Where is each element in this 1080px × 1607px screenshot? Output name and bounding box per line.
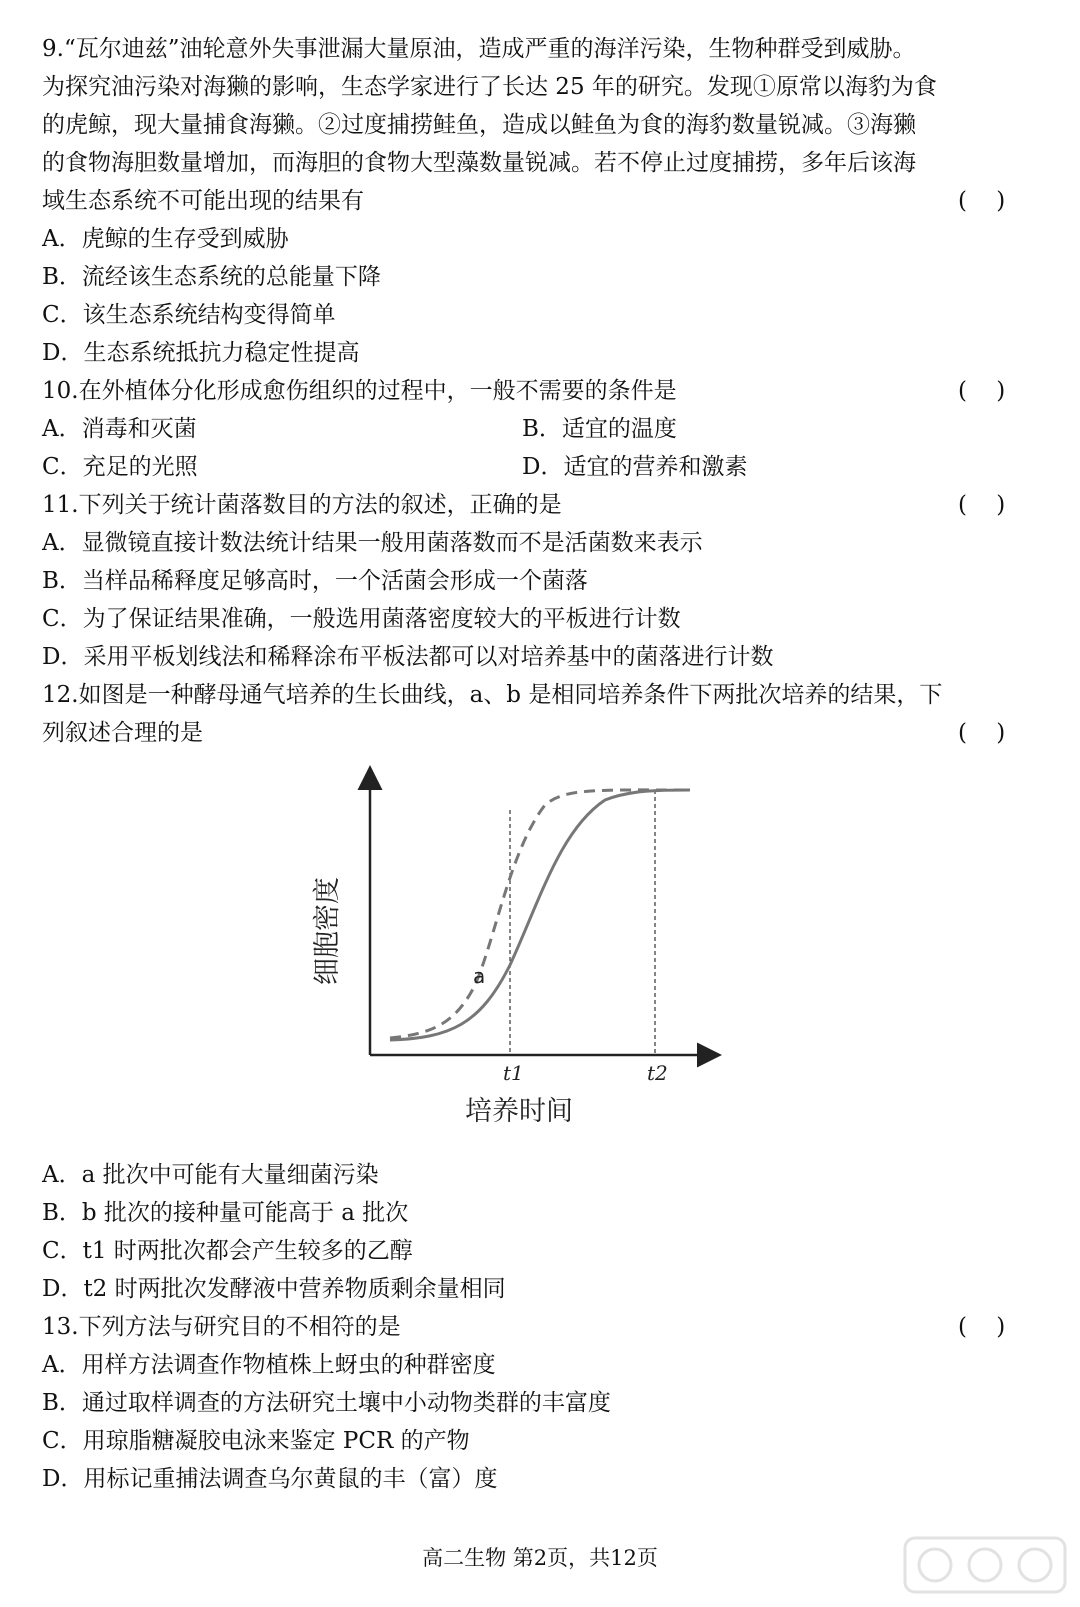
q13-answer-bracket: ( ) bbox=[958, 1314, 1006, 1340]
q13-option-b: B．通过取样调查的方法研究土壤中小动物类群的丰富度 bbox=[42, 1390, 611, 1416]
q11-option-d: D．采用平板划线法和稀释涂布平板法都可以对培养基中的菌落进行计数 bbox=[42, 644, 774, 670]
series-a-label: a bbox=[473, 964, 486, 988]
q10-option-b: B．适宜的温度 bbox=[522, 416, 677, 442]
q12-option-b: B．b 批次的接种量可能高于 a 批次 bbox=[42, 1200, 409, 1226]
q13-option-c: C．用琼脂糖凝胶电泳来鉴定 PCR 的产物 bbox=[42, 1428, 470, 1454]
q11-answer-bracket: ( ) bbox=[958, 492, 1006, 518]
q11-option-b: B．当样品稀释度足够高时，一个活菌会形成一个菌落 bbox=[42, 568, 588, 594]
q10-option-c: C．充足的光照 bbox=[42, 454, 198, 480]
y-axis-label: 细胞密度 bbox=[312, 877, 343, 985]
growth-curve-chart bbox=[312, 770, 740, 1150]
q9-option-c: C．该生态系统结构变得简单 bbox=[42, 302, 336, 328]
x-axis-label: 培养时间 bbox=[465, 1096, 573, 1127]
q13-option-a: A．用样方法调查作物植株上蚜虫的种群密度 bbox=[42, 1352, 496, 1378]
q9-stem-line-2: 为探究油污染对海獭的影响，生态学家进行了长达 25 年的研究。发现①原常以海豹为食 bbox=[42, 74, 937, 100]
q11-option-a: A．显微镜直接计数法统计结果一般用菌落数而不是活菌数来表示 bbox=[42, 530, 703, 556]
q12-answer-bracket: ( ) bbox=[958, 720, 1006, 746]
q9-stem-line-3: 的虎鲸，现大量捕食海獭。②过度捕捞鲑鱼，造成以鲑鱼为食的海豹数量锐减。③海獭 bbox=[42, 112, 916, 138]
q13-stem: 13.下列方法与研究目的不相符的是 bbox=[42, 1314, 401, 1340]
q10-option-d: D．适宜的营养和激素 bbox=[522, 454, 748, 480]
q9-stem-line-4: 的食物海胆数量增加，而海胆的食物大型藻数量锐减。若不停止过度捕捞，多年后该海 bbox=[42, 150, 916, 176]
q10-stem: 10.在外植体分化形成愈伤组织的过程中，一般不需要的条件是 bbox=[42, 378, 677, 404]
q10-option-a: A．消毒和灭菌 bbox=[42, 416, 197, 442]
q12-stem-line-2: 列叙述合理的是 bbox=[42, 720, 203, 746]
q9-stem-line-1: 9.“瓦尔迪兹”油轮意外失事泄漏大量原油，造成严重的海洋污染，生物种群受到威胁。 bbox=[42, 36, 916, 62]
q12-option-d: D．t2 时两批次发酵液中营养物质剩余量相同 bbox=[42, 1276, 506, 1302]
watermark-logo bbox=[900, 1530, 1070, 1600]
x-tick-t1: t1 bbox=[503, 1061, 524, 1085]
x-tick-t2: t2 bbox=[647, 1061, 668, 1085]
q10-answer-bracket: ( ) bbox=[958, 378, 1006, 404]
q12-stem-line-1: 12.如图是一种酵母通气培养的生长曲线，a、b 是相同培养条件下两批次培养的结果，下 bbox=[42, 682, 943, 708]
q11-option-c: C．为了保证结果准确，一般选用菌落密度较大的平板进行计数 bbox=[42, 606, 681, 632]
series-a-curve bbox=[390, 790, 690, 1038]
q9-stem-line-5: 域生态系统不可能出现的结果有 bbox=[42, 188, 364, 214]
q9-answer-bracket: ( ) bbox=[958, 188, 1006, 214]
q9-option-b: B．流经该生态系统的总能量下降 bbox=[42, 264, 381, 290]
q9-option-a: A．虎鲸的生存受到威胁 bbox=[42, 226, 289, 252]
q13-option-d: D．用标记重捕法调查乌尔黄鼠的丰（富）度 bbox=[42, 1466, 498, 1492]
page-footer: 高二生物 第2页，共12页 bbox=[422, 1546, 658, 1570]
q12-option-a: A．a 批次中可能有大量细菌污染 bbox=[42, 1162, 379, 1188]
series-b-curve bbox=[390, 790, 690, 1040]
q12-option-c: C．t1 时两批次都会产生较多的乙醇 bbox=[42, 1238, 413, 1264]
q11-stem: 11.下列关于统计菌落数目的方法的叙述，正确的是 bbox=[42, 492, 562, 518]
q9-option-d: D．生态系统抵抗力稳定性提高 bbox=[42, 340, 360, 366]
